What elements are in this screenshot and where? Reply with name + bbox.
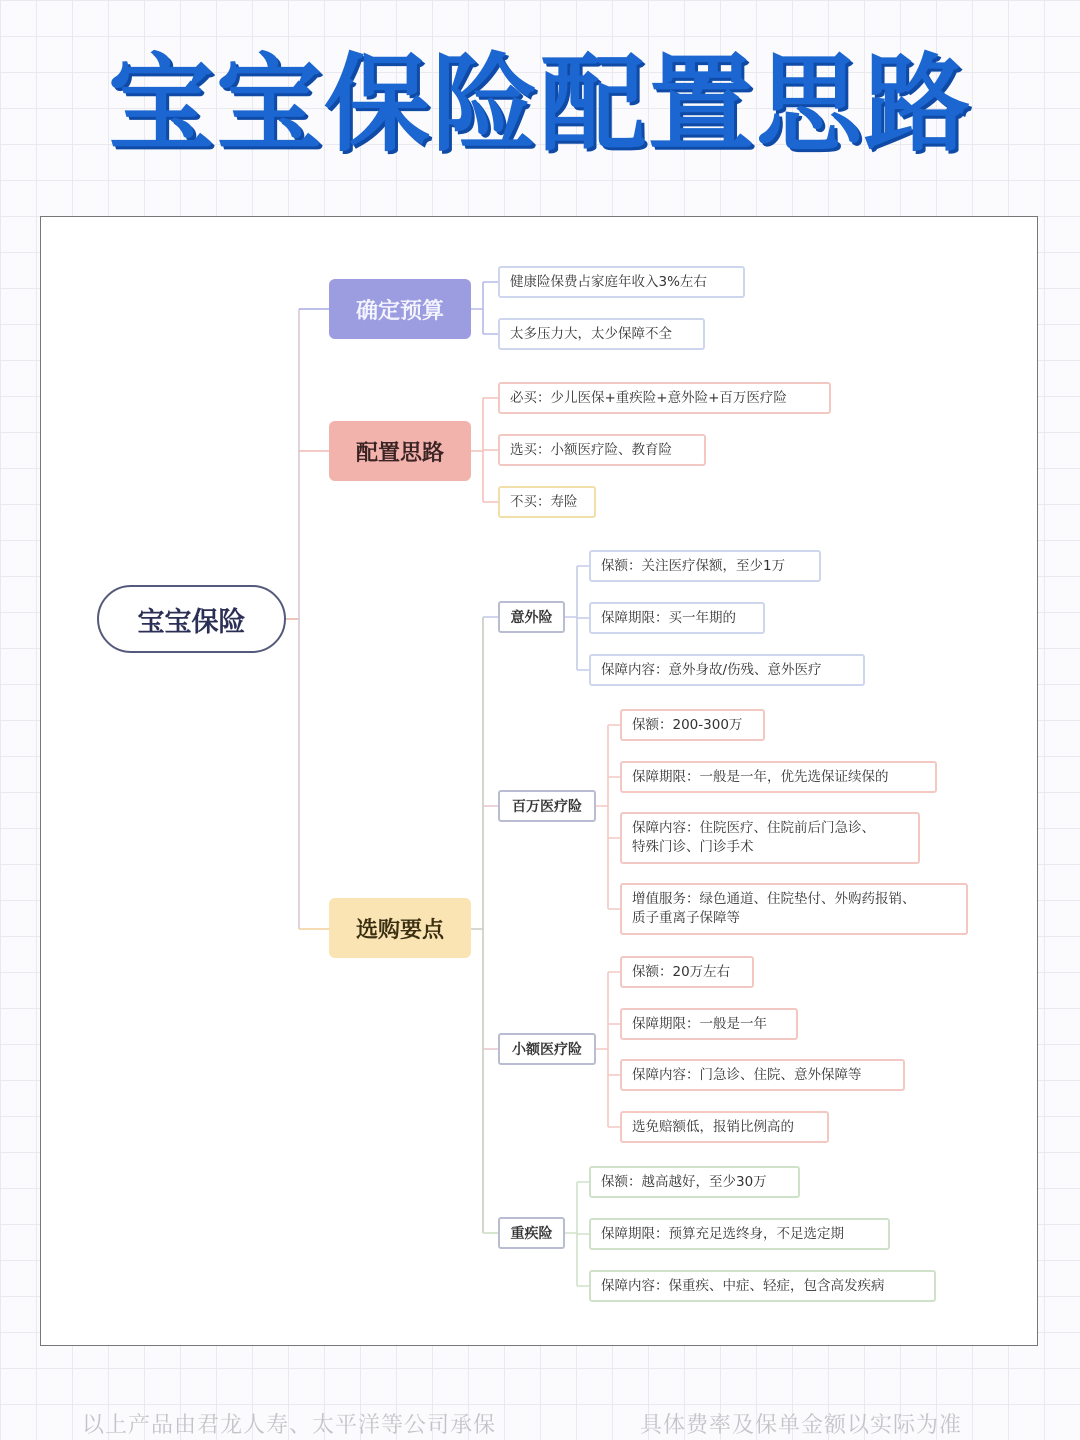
category-plan-label: 配置思路 (355, 440, 444, 466)
budget-item: 太多压力大，太少保障不全 (498, 318, 705, 350)
product-detail: 保障内容：保重疾、中症、轻症，包含高发疾病 (589, 1270, 936, 1302)
category-plan (329, 421, 471, 481)
category-budget-label: 确定预算 (355, 298, 444, 324)
product-detail: 保障内容：意外身故/伤残、意外医疗 (589, 654, 865, 686)
connector-line (596, 725, 620, 909)
product-million-medical: 百万医疗险 (498, 790, 596, 822)
footer-left-note: 以上产品由君龙人寿、太平洋等公司承保 (82, 1413, 497, 1438)
product-detail: 保障期限：预算充足选终身，不足选定期 (589, 1218, 890, 1250)
product-detail: 保额：关注医疗保额，至少1万 (589, 550, 821, 582)
connector-line (565, 566, 589, 670)
footer-right-note: 具体费率及保单金额以实际为准 (640, 1413, 963, 1438)
product-accident: 意外险 (498, 601, 565, 633)
product-detail: 保障期限：一般是一年 (620, 1008, 798, 1040)
connector-line (471, 617, 483, 1233)
connector-line (471, 282, 498, 334)
root-label: 宝宝保险 (137, 606, 246, 638)
product-critical-illness: 重疾险 (498, 1217, 565, 1249)
product-detail: 保障内容：门急诊、住院、意外保障等 (620, 1059, 905, 1091)
mindmap-panel (40, 216, 1038, 1346)
category-budget (329, 279, 471, 339)
product-detail: 保障期限：一般是一年，优先选保证续保的 (620, 761, 937, 793)
product-small-medical: 小额医疗险 (498, 1033, 596, 1065)
connector-line (565, 1182, 589, 1286)
product-detail: 保额：20万左右 (620, 956, 754, 988)
plan-item: 必买：少儿医保+重疾险+意外险+百万医疗险 (498, 382, 831, 414)
page-title: 宝宝保险配置思路 (108, 43, 972, 166)
category-tips-label: 选购要点 (355, 917, 444, 943)
connector-line (596, 972, 620, 1127)
product-detail: 保额：200-300万 (620, 709, 765, 741)
product-detail: 选免赔额低，报销比例高的 (620, 1111, 829, 1143)
product-detail: 保障期限：买一年期的 (589, 602, 765, 634)
plan-item: 不买：寿险 (498, 486, 596, 518)
root-node (97, 585, 286, 653)
budget-item: 健康险保费占家庭年收入3%左右 (498, 266, 745, 298)
plan-item: 选买：小额医疗险、教育险 (498, 434, 706, 466)
product-detail: 保额：越高越好，至少30万 (589, 1166, 800, 1198)
connector-line (471, 398, 498, 502)
category-tips (329, 898, 471, 958)
product-detail: 保障内容：住院医疗、住院前后门急诊、 特殊门诊、门诊手术 (620, 812, 920, 864)
product-detail: 增值服务：绿色通道、住院垫付、外购药报销、 质子重离子保障等 (620, 883, 968, 935)
